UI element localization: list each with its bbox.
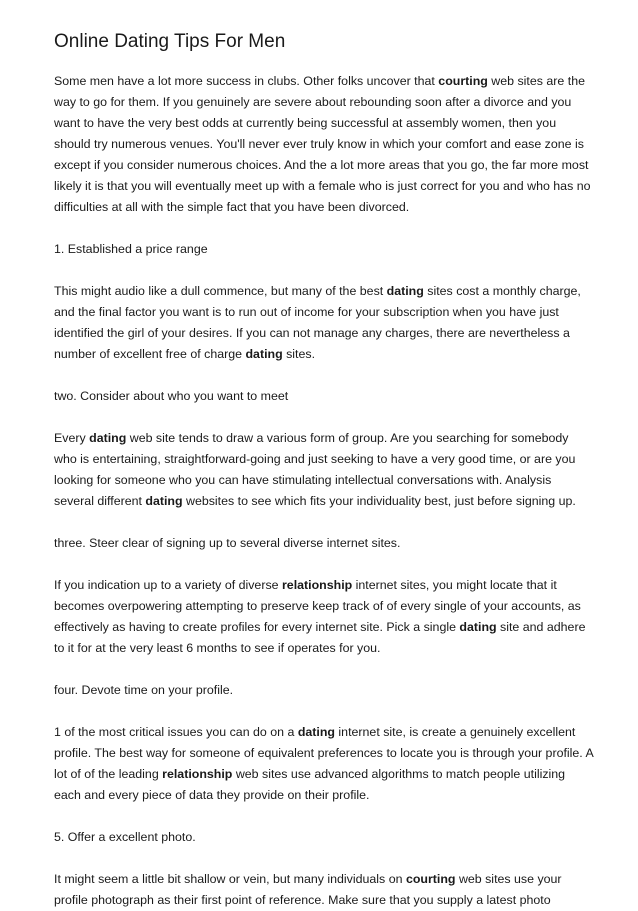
keyword-highlight: courting bbox=[438, 74, 488, 88]
document-body bbox=[54, 30, 594, 911]
keyword-highlight: dating bbox=[89, 431, 127, 445]
paragraph-text: sites. bbox=[282, 347, 316, 361]
paragraph-text: websites to see which fits your individuality best, just before signing up. bbox=[182, 494, 576, 508]
document-content bbox=[54, 71, 594, 911]
paragraph-6 bbox=[54, 869, 594, 911]
section-heading-3: three. Steer clear of signing up to several diverse internet sites. bbox=[54, 536, 401, 550]
paragraph-5 bbox=[54, 722, 594, 806]
paragraph-1 bbox=[54, 71, 594, 218]
document-title: Online Dating Tips For Men bbox=[54, 31, 286, 52]
paragraph-text: web site tends to draw a various form of group. Are you searching for somebody who is entertaining, straightforward-going and just seeking to have a very good time, or are you looking for someone who you can have stimulating intellectual conversations with. Analysis several different bbox=[54, 431, 576, 508]
paragraph-text: internet site, is create a genuinely excellent profile. The best way for someone of equivalent preferences to locate you is through your profile. A lot of of the leading bbox=[54, 725, 594, 781]
paragraph-text: 1 of the most critical issues you can do on a bbox=[54, 725, 298, 739]
section-heading-4: four. Devote time on your profile. bbox=[54, 683, 234, 697]
section-heading-2: two. Consider about who you want to meet bbox=[54, 389, 289, 403]
keyword-highlight: relationship bbox=[281, 578, 353, 592]
paragraph-text: web sites use advanced algorithms to match people utilizing each and every piece of data they provide on their profile. bbox=[54, 767, 566, 802]
paragraph-text: If you indication up to a variety of diverse bbox=[54, 578, 282, 592]
paragraph-2 bbox=[54, 281, 594, 365]
paragraph-text: Some men have a lot more success in clubs. Other folks uncover that bbox=[54, 74, 439, 88]
section-heading-5: 5. Offer a excellent photo. bbox=[54, 830, 196, 844]
keyword-highlight: dating bbox=[145, 494, 183, 508]
paragraph-text: sites cost a monthly charge, and the final factor you want is to run out of income for your subscription when you have just identified the girl of your desires. If you can not manage any charges, there are nevertheless a number of excellent free of charge bbox=[54, 284, 581, 361]
keyword-highlight: dating bbox=[386, 284, 424, 298]
paragraph-text: It might seem a little bit shallow or vein, but many individuals on bbox=[54, 872, 406, 886]
paragraph-text: web sites are the way to go for them. If you genuinely are severe about rebounding soon after a divorce and you want to have the very best odds at currently being successful at assembly women, then you should try numerous venues. You'll never ever truly know in which your comfort and ease zone is except if you consider numerous choices. And the a lot more areas that you go, the far more most likely it is that you will eventually meet up with a female who is just correct for you and who has no difficulties at all with the simple fact that you have been divorced. bbox=[54, 74, 591, 214]
paragraph-text: This might audio like a dull commence, but many of the best bbox=[54, 284, 387, 298]
paragraph-text: internet sites, you might locate that it becomes overpowering attempting to preserve keep track of of every single of your accounts, as effectively as having to create profiles for every internet site. Pick a single bbox=[54, 578, 581, 634]
keyword-highlight: dating bbox=[245, 347, 283, 361]
keyword-highlight: relationship bbox=[162, 767, 233, 781]
paragraph-text: site and adhere to it for at the very least 6 months to see if operates for you. bbox=[54, 620, 586, 655]
paragraph-3 bbox=[54, 428, 594, 512]
keyword-highlight: dating bbox=[459, 620, 497, 634]
paragraph-text: web sites use your profile photograph as their first point of reference. Make sure that you supply a latest photo bbox=[54, 872, 562, 907]
keyword-highlight: courting bbox=[405, 872, 456, 886]
keyword-highlight: dating bbox=[297, 725, 335, 739]
paragraph-text: Every bbox=[54, 431, 90, 445]
section-heading-1: 1. Established a price range bbox=[54, 242, 208, 256]
paragraph-4 bbox=[54, 575, 594, 659]
